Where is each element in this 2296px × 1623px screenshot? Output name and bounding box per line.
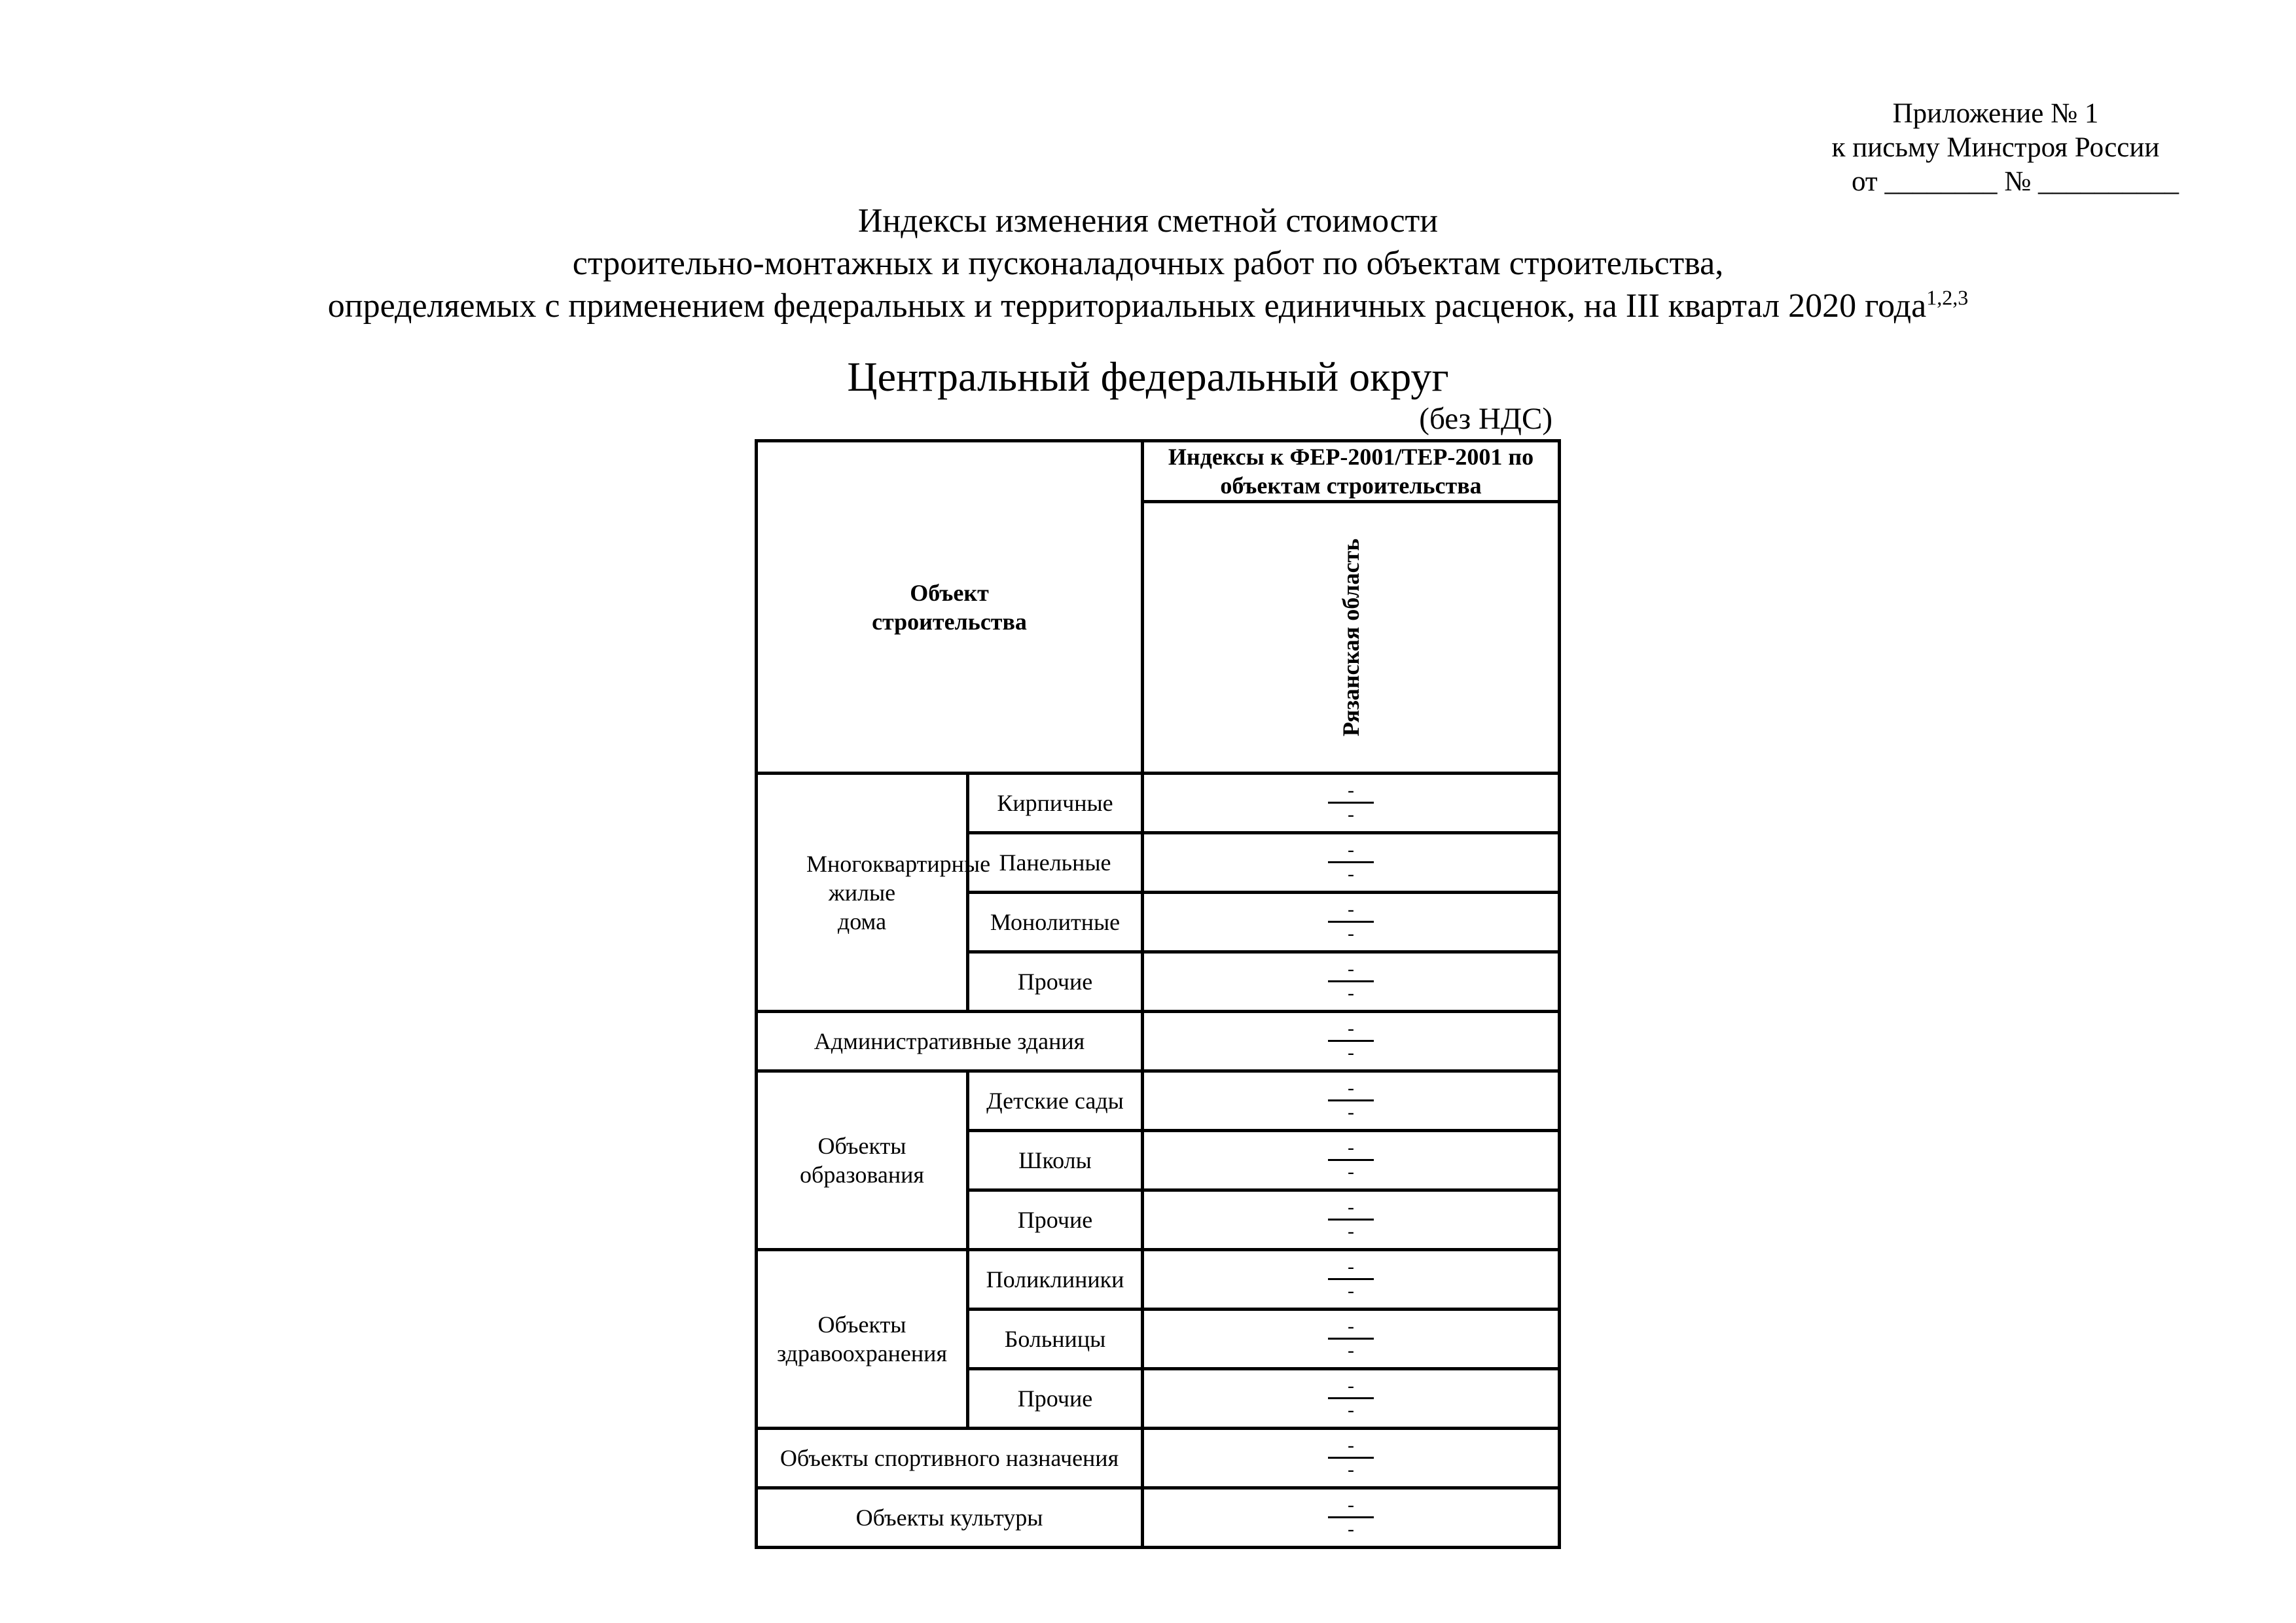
heading-line-2: строительно-монтажных и пусконаладочных работ по объектам строительства, [572, 245, 1724, 282]
index-value [1143, 1429, 1560, 1488]
index-value [1143, 1310, 1560, 1369]
index-value [1143, 1190, 1560, 1250]
fraction-denominator: - [1348, 1220, 1354, 1242]
index-value [1143, 833, 1560, 893]
index-header [1143, 441, 1560, 502]
row-label: Детские сады [968, 1071, 1143, 1131]
index-value [1143, 1369, 1560, 1429]
heading-line-1: Индексы изменения сметной стоимости [857, 202, 1439, 240]
fraction [1328, 1315, 1374, 1362]
document-heading [0, 200, 2296, 327]
annex-title: Приложение № 1 [1892, 98, 2099, 129]
fraction-numerator: - [1328, 1256, 1374, 1280]
fraction-denominator: - [1348, 1041, 1354, 1063]
fraction-numerator: - [1328, 1315, 1374, 1340]
fraction-denominator: - [1348, 863, 1354, 885]
region-header [1143, 502, 1560, 774]
fraction [1328, 839, 1374, 885]
annex-date-number: от ________ № __________ [1851, 166, 2179, 197]
fraction-denominator: - [1348, 1339, 1354, 1361]
fraction [1328, 779, 1374, 826]
fraction-numerator: - [1328, 899, 1374, 923]
index-value [1143, 1131, 1560, 1190]
fraction [1328, 1375, 1374, 1421]
fraction-denominator: - [1348, 1279, 1354, 1302]
fraction-numerator: - [1328, 1435, 1374, 1459]
fraction-numerator: - [1328, 839, 1374, 863]
fraction [1328, 958, 1374, 1005]
index-value [1143, 952, 1560, 1012]
index-header-label: Индексы к ФЕР-2001/ТЕР-2001 по объектам строительства [1168, 444, 1534, 499]
annex-letter-ref: к письму Минстроя России [1831, 132, 2160, 163]
heading-line-3-text: определяемых с применением федеральных и территориальных единичных расценок, на III квартал 2020 года [327, 287, 1927, 325]
index-table [755, 439, 1561, 1549]
index-value [1143, 774, 1560, 833]
footnote-refs: 1,2,3 [1926, 285, 1969, 310]
group-residential [757, 774, 991, 1012]
row-label: Школы [968, 1131, 1143, 1190]
vat-note: (без НДС) [1419, 402, 1552, 436]
fraction [1328, 1435, 1374, 1481]
fraction-numerator: - [1328, 1018, 1374, 1042]
table-row [757, 1250, 1560, 1310]
row-label: Прочие [968, 1369, 1143, 1429]
fraction [1328, 1494, 1374, 1541]
row-label: Поликлиники [968, 1250, 1143, 1310]
index-value [1143, 1250, 1560, 1310]
table-row [757, 1488, 1560, 1548]
row-label: Объекты спортивного назначения [757, 1429, 1143, 1488]
row-label: Административные здания [757, 1012, 1143, 1071]
fraction [1328, 1077, 1374, 1124]
fraction-denominator: - [1348, 1518, 1354, 1540]
fraction-denominator: - [1348, 1160, 1354, 1183]
group-label: Объекты образования [800, 1133, 924, 1188]
fraction-denominator: - [1348, 803, 1354, 825]
heading-line-3 [0, 285, 2296, 327]
row-label: Прочие [968, 1190, 1143, 1250]
table-row [757, 1429, 1560, 1488]
annex-block [1812, 97, 2179, 199]
object-header [757, 441, 1143, 774]
fraction [1328, 1196, 1374, 1243]
table-row [757, 774, 1560, 833]
district-title: Центральный федеральный округ [847, 353, 1449, 400]
row-label: Кирпичные [968, 774, 1143, 833]
row-label: Панельные [968, 833, 1143, 893]
row-label: Монолитные [968, 893, 1143, 952]
table-row [757, 1012, 1560, 1071]
index-value [1143, 1488, 1560, 1548]
group-education [757, 1071, 968, 1250]
fraction [1328, 1018, 1374, 1064]
fraction-denominator: - [1348, 1101, 1354, 1123]
index-value [1143, 893, 1560, 952]
fraction [1328, 899, 1374, 945]
fraction-denominator: - [1348, 922, 1354, 944]
fraction-denominator: - [1348, 982, 1354, 1004]
table-row [757, 1071, 1560, 1131]
fraction-numerator: - [1328, 1494, 1374, 1518]
group-label: Многоквартирные жилые дома [806, 850, 991, 935]
fraction-denominator: - [1348, 1458, 1354, 1480]
fraction-numerator: - [1328, 1196, 1374, 1221]
group-healthcare [757, 1250, 968, 1429]
index-value [1143, 1071, 1560, 1131]
fraction-numerator: - [1328, 1137, 1374, 1161]
row-label: Больницы [968, 1310, 1143, 1369]
fraction-numerator: - [1328, 1375, 1374, 1399]
fraction-denominator: - [1348, 1399, 1354, 1421]
fraction [1328, 1256, 1374, 1302]
fraction [1328, 1137, 1374, 1183]
index-value [1143, 1012, 1560, 1071]
group-label: Объекты здравоохранения [776, 1311, 948, 1366]
row-label: Прочие [968, 952, 1143, 1012]
fraction-numerator: - [1328, 779, 1374, 804]
fraction-numerator: - [1328, 1077, 1374, 1101]
row-label: Объекты культуры [757, 1488, 1143, 1548]
region-label: Рязанская область [1338, 538, 1364, 737]
fraction-numerator: - [1328, 958, 1374, 982]
object-header-label: Объект строительства [872, 579, 1027, 635]
